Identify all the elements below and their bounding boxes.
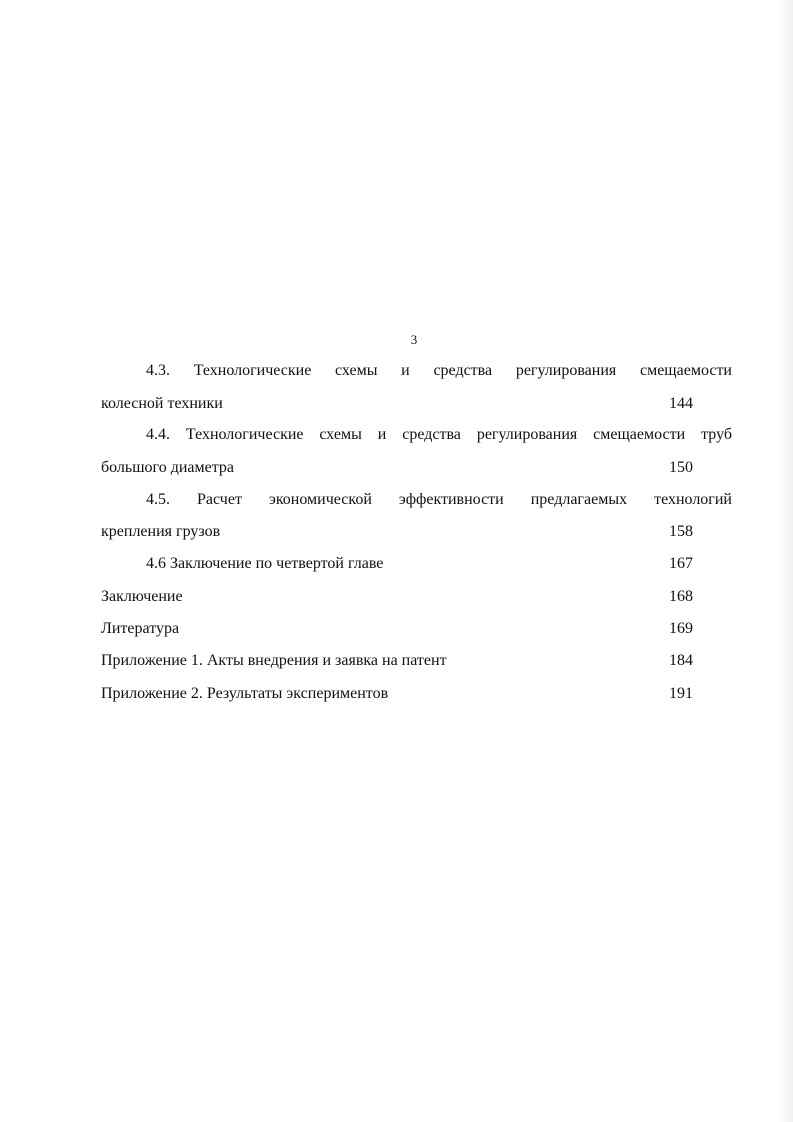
toc-entry-4-3-line1: 4.3. Технологические схемы и средства регулирования смещаемости	[146, 362, 732, 379]
toc-entry-4-6	[146, 555, 693, 573]
toc-entry-4-3-line2	[101, 395, 693, 413]
toc-entry-page: 144	[669, 395, 693, 412]
toc-entry-title: Приложение 2. Результаты экспериментов	[101, 685, 389, 702]
toc-entry-page: 168	[669, 588, 693, 605]
toc-entry-title: Литература	[101, 620, 180, 637]
scan-edge	[779, 0, 793, 1122]
toc-entry-4-5-line1: 4.5. Расчет экономической эффективности предлагаемых технологий	[146, 491, 732, 508]
toc-entry-page: 169	[669, 620, 693, 637]
toc-entry-page: 150	[669, 459, 693, 476]
toc-entry-title: большого диаметра	[101, 459, 235, 476]
toc-entry-title: крепления грузов	[101, 523, 221, 540]
toc-entry-page: 167	[669, 555, 693, 572]
toc-entry-conclusion	[101, 588, 693, 606]
toc-entry-appendix-2	[101, 685, 693, 703]
toc-entry-literature	[101, 620, 693, 638]
toc-entry-page: 184	[669, 652, 693, 669]
toc-entry-title: Приложение 1. Акты внедрения и заявка на патент	[101, 652, 447, 669]
toc-entry-appendix-1	[101, 652, 693, 670]
toc-entry-4-4-line1: 4.4. Технологические схемы и средства регулирования смещаемости труб	[146, 426, 732, 443]
toc-entry-title: колесной техники	[101, 395, 223, 412]
toc-entry-page: 191	[669, 685, 693, 702]
toc-entry-4-5-line2	[101, 523, 693, 541]
toc-entry-4-4-line2	[101, 459, 693, 477]
toc-entry-title: Заключение	[101, 588, 183, 605]
toc-entry-page: 158	[669, 523, 693, 540]
toc-entry-title: 4.6 Заключение по четвертой главе	[146, 555, 384, 572]
page-number: 3	[410, 332, 418, 347]
